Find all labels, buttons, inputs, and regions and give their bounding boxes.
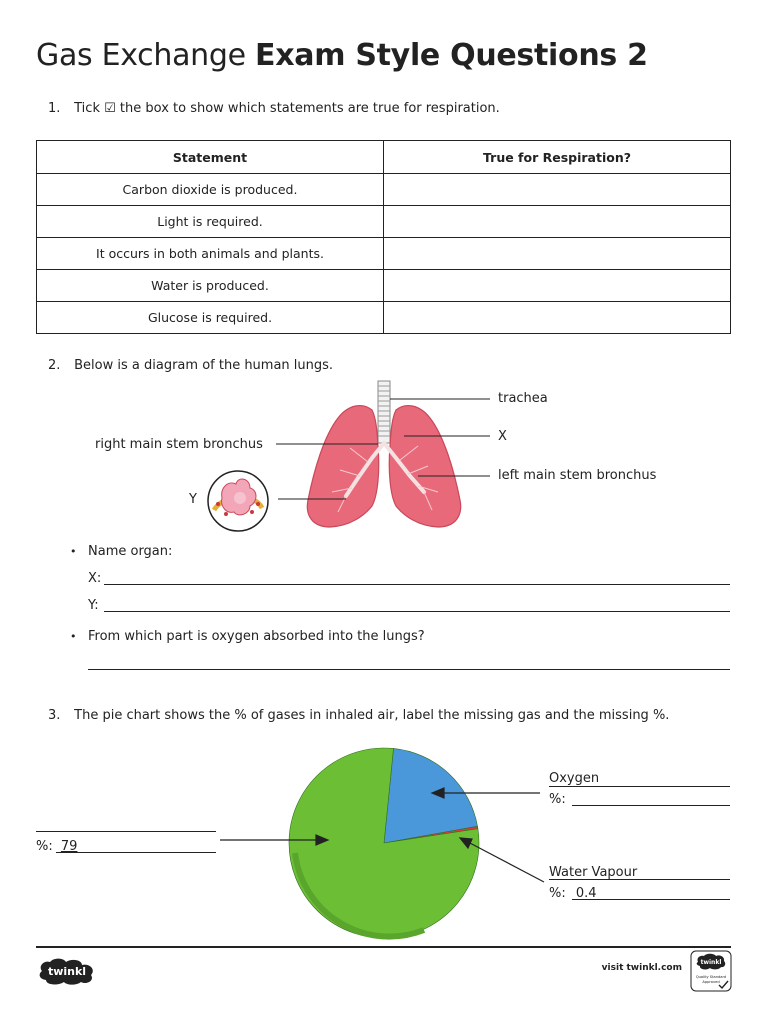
oxygen-percent-prefix: %: xyxy=(549,792,566,807)
oxygen-part-answer-line[interactable] xyxy=(88,669,730,670)
answer-cell[interactable] xyxy=(384,174,731,206)
question-1-text-before: Tick xyxy=(74,101,100,116)
bullet-oxygen-part-text: From which part is oxygen absorbed into the lungs? xyxy=(88,629,425,644)
label-trachea: trachea xyxy=(498,391,548,406)
statement-cell: Carbon dioxide is produced. xyxy=(37,174,384,206)
table-row xyxy=(37,270,731,302)
label-x: X xyxy=(498,429,507,444)
bullet-name-organ-text: Name organ: xyxy=(88,544,173,559)
statement-cell: Light is required. xyxy=(37,206,384,238)
answer-cell[interactable] xyxy=(384,270,731,302)
gas-pie-chart xyxy=(0,740,768,940)
question-1-text-after: the box to show which statements are true for respiration. xyxy=(119,101,500,116)
page-title xyxy=(36,38,648,73)
table-row xyxy=(37,206,731,238)
question-2-text: Below is a diagram of the human lungs. xyxy=(74,358,334,373)
missing-percent-prefix: %: xyxy=(36,839,53,854)
question-3 xyxy=(48,708,669,723)
table-header-row xyxy=(37,141,731,174)
water-percent-prefix: %: xyxy=(549,886,566,901)
tick-box-icon: ☑ xyxy=(104,101,116,116)
badge-line-2: Approved xyxy=(702,980,720,984)
question-3-text: The pie chart shows the % of gases in inhaled air, label the missing gas and the missing %. xyxy=(74,708,670,723)
twinkl-logo[interactable] xyxy=(36,956,98,986)
x-answer-line[interactable] xyxy=(104,584,730,585)
trachea-icon xyxy=(378,381,390,443)
footer-url[interactable]: visit twinkl.com xyxy=(601,963,682,973)
footer-rule xyxy=(36,946,731,948)
water-percent-line xyxy=(572,899,730,900)
oxygen-percent-answer-line[interactable] xyxy=(572,805,730,806)
oxygen-label: Oxygen xyxy=(549,771,600,786)
statement-cell: Water is produced. xyxy=(37,270,384,302)
answer-cell[interactable] xyxy=(384,302,731,334)
missing-percent-line xyxy=(56,852,216,853)
water-vapour-label: Water Vapour xyxy=(549,865,638,880)
oxygen-underline xyxy=(549,786,730,787)
statement-cell: It occurs in both animals and plants. xyxy=(37,238,384,270)
question-1 xyxy=(48,101,500,116)
badge-line-1: Quality Standard xyxy=(695,975,727,979)
bullet-name-organ: • Name organ: xyxy=(70,544,173,559)
y-answer-line[interactable] xyxy=(104,611,730,612)
missing-gas-answer-line[interactable] xyxy=(36,831,216,832)
water-percent-value: 0.4 xyxy=(575,886,597,901)
question-2-number: 2. xyxy=(48,358,61,373)
water-vapour-underline xyxy=(549,879,730,880)
title-bold: Exam Style Questions 2 xyxy=(255,38,648,73)
question-1-number: 1. xyxy=(48,101,61,116)
logo-text: twinkl xyxy=(47,965,87,978)
statement-cell: Glucose is required. xyxy=(37,302,384,334)
table-row xyxy=(37,238,731,270)
label-right-bronchus: right main stem bronchus xyxy=(95,437,263,452)
label-left-bronchus: left main stem bronchus xyxy=(498,468,657,483)
answer-cell[interactable] xyxy=(384,238,731,270)
bullet-oxygen-part: • From which part is oxygen absorbed into the lungs? xyxy=(70,629,425,644)
quality-badge xyxy=(690,950,732,992)
table-row xyxy=(37,174,731,206)
label-y: Y xyxy=(189,492,197,507)
y-prompt: Y: xyxy=(88,598,99,613)
missing-percent-value: 79 xyxy=(60,839,78,854)
title-light: Gas Exchange xyxy=(36,38,246,73)
x-prompt: X: xyxy=(88,571,102,586)
respiration-table xyxy=(36,140,731,334)
alveolus-inset-icon xyxy=(208,471,268,531)
badge-logo-text: twinkl xyxy=(700,959,722,966)
header-statement: Statement xyxy=(37,141,384,174)
header-true-for-respiration: True for Respiration? xyxy=(384,141,731,174)
question-3-number: 3. xyxy=(48,708,61,723)
table-row xyxy=(37,302,731,334)
lungs-diagram xyxy=(0,370,768,540)
answer-cell[interactable] xyxy=(384,206,731,238)
